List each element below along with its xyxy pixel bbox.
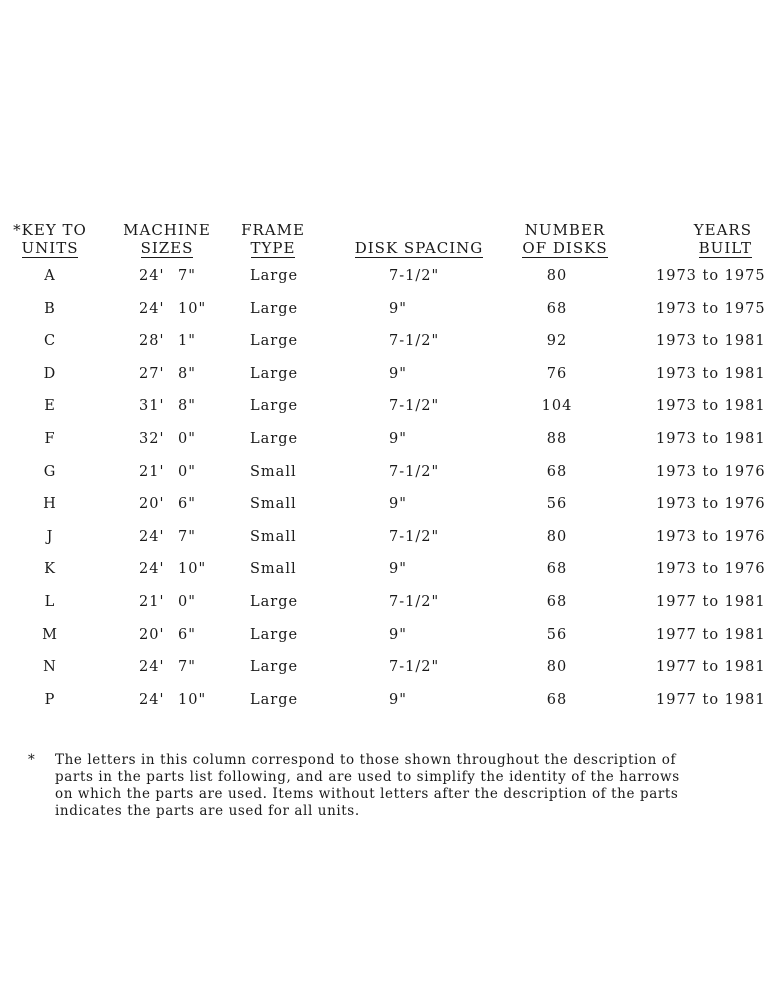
table-row	[0, 392, 772, 425]
cell-key: E	[44, 398, 56, 415]
cell-key: F	[44, 430, 56, 447]
header-frame-line2: TYPE	[250, 239, 296, 257]
cell-number-of-disks: 68	[546, 463, 568, 480]
cell-disk-spacing: 7-1/2"	[389, 398, 440, 415]
cell-disk-spacing: 9"	[389, 300, 407, 317]
cell-disk-spacing: 7-1/2"	[389, 593, 440, 610]
footnote-line: on which the parts are used. Items without letters after the description of the parts	[55, 786, 679, 802]
header-years-built	[662, 221, 752, 258]
cell-number-of-disks: 68	[546, 593, 568, 610]
header-number-of-disks	[520, 221, 610, 258]
table-row	[0, 458, 772, 491]
units-table-body	[0, 262, 772, 718]
cell-machine-size: 32' 0"	[139, 430, 196, 447]
cell-frame-type: Large	[250, 333, 299, 350]
cell-number-of-disks: 68	[546, 561, 568, 578]
cell-key: G	[43, 463, 57, 480]
cell-frame-type: Large	[250, 691, 299, 708]
cell-number-of-disks: 80	[546, 528, 568, 545]
cell-machine-size: 28' 1"	[139, 333, 196, 350]
header-num-line2: OF DISKS	[522, 239, 608, 257]
cell-years-built: 1977 to 1981	[656, 659, 766, 676]
cell-years-built: 1973 to 1976	[656, 496, 766, 513]
cell-machine-size: 24' 7"	[139, 659, 196, 676]
cell-frame-type: Small	[250, 561, 297, 578]
header-disk-line1: DISK SPACING	[354, 239, 484, 257]
cell-frame-type: Large	[250, 593, 299, 610]
footnote	[28, 752, 758, 820]
table-row	[0, 262, 772, 295]
cell-disk-spacing: 9"	[389, 561, 407, 578]
cell-disk-spacing: 7-1/2"	[389, 268, 440, 284]
cell-key: C	[43, 333, 57, 350]
cell-key: D	[43, 365, 57, 382]
header-key-line1: *KEY TO	[13, 221, 87, 239]
table-row	[0, 686, 772, 719]
cell-years-built: 1973 to 1981	[656, 365, 766, 382]
cell-key: H	[43, 496, 57, 513]
header-num-line1: NUMBER	[524, 221, 606, 239]
cell-frame-type: Large	[250, 626, 299, 643]
cell-machine-size: 24' 10"	[139, 561, 207, 578]
header-years-line2: BUILT	[698, 239, 752, 257]
cell-machine-size: 24' 10"	[139, 691, 207, 708]
cell-disk-spacing: 7-1/2"	[389, 528, 440, 545]
cell-machine-size: 24' 10"	[139, 300, 207, 317]
cell-number-of-disks: 80	[546, 268, 568, 284]
cell-disk-spacing: 9"	[389, 365, 407, 382]
cell-frame-type: Large	[250, 398, 299, 415]
footnote-line: The letters in this column correspond to those shown throughout the description of	[55, 752, 677, 768]
cell-key: J	[46, 528, 54, 545]
header-size-line1: MACHINE	[123, 221, 211, 239]
header-disk-spacing	[354, 239, 484, 258]
cell-frame-type: Large	[250, 659, 299, 676]
header-years-line1: YEARS	[693, 221, 752, 239]
cell-number-of-disks: 68	[546, 300, 568, 317]
cell-years-built: 1973 to 1976	[656, 561, 766, 578]
cell-years-built: 1973 to 1981	[656, 333, 766, 350]
cell-frame-type: Small	[250, 463, 297, 480]
table-row	[0, 327, 772, 360]
cell-disk-spacing: 7-1/2"	[389, 333, 440, 350]
header-key-line2: UNITS	[21, 239, 79, 257]
table-row	[0, 653, 772, 686]
footnote-line: parts in the parts list following, and are used to simplify the identity of the harrows	[55, 769, 680, 785]
cell-machine-size: 27' 8"	[139, 365, 196, 382]
cell-key: N	[43, 659, 57, 676]
cell-disk-spacing: 9"	[389, 626, 407, 643]
cell-disk-spacing: 7-1/2"	[389, 463, 440, 480]
cell-machine-size: 24' 7"	[139, 268, 196, 284]
table-row	[0, 555, 772, 588]
header-frame-type	[238, 221, 308, 258]
cell-years-built: 1973 to 1981	[656, 398, 766, 415]
cell-key: P	[44, 691, 56, 708]
cell-years-built: 1973 to 1975	[656, 300, 766, 317]
table-row	[0, 588, 772, 621]
cell-frame-type: Large	[250, 300, 299, 317]
table-row	[0, 295, 772, 328]
footnote-marker: *	[28, 752, 36, 768]
cell-number-of-disks: 92	[546, 333, 568, 350]
cell-years-built: 1973 to 1976	[656, 463, 766, 480]
table-row	[0, 360, 772, 393]
cell-key: B	[44, 300, 56, 317]
cell-years-built: 1977 to 1981	[656, 593, 766, 610]
cell-disk-spacing: 7-1/2"	[389, 659, 440, 676]
cell-frame-type: Small	[250, 496, 297, 513]
cell-frame-type: Large	[250, 430, 299, 447]
cell-number-of-disks: 56	[546, 626, 568, 643]
header-machine-sizes	[122, 221, 212, 258]
cell-number-of-disks: 76	[546, 365, 568, 382]
footnote-line: indicates the parts are used for all units.	[55, 803, 360, 819]
cell-years-built: 1973 to 1975	[656, 268, 766, 284]
cell-years-built: 1973 to 1976	[656, 528, 766, 545]
cell-number-of-disks: 68	[546, 691, 568, 708]
cell-disk-spacing: 9"	[389, 430, 407, 447]
cell-disk-spacing: 9"	[389, 496, 407, 513]
table-row	[0, 490, 772, 523]
cell-years-built: 1977 to 1981	[656, 626, 766, 643]
cell-frame-type: Small	[250, 528, 297, 545]
cell-machine-size: 21' 0"	[139, 593, 196, 610]
cell-machine-size: 21' 0"	[139, 463, 196, 480]
cell-machine-size: 20' 6"	[139, 496, 196, 513]
footnote-text	[55, 752, 758, 820]
cell-machine-size: 24' 7"	[139, 528, 196, 545]
table-row	[0, 523, 772, 556]
header-size-line2: SIZES	[140, 239, 194, 257]
header-frame-line1: FRAME	[241, 221, 305, 239]
cell-key: M	[42, 626, 58, 643]
cell-key: A	[44, 268, 56, 284]
cell-machine-size: 31' 8"	[139, 398, 196, 415]
header-key-to-units	[8, 221, 92, 258]
cell-frame-type: Large	[250, 268, 299, 284]
cell-number-of-disks: 104	[541, 398, 573, 415]
cell-years-built: 1977 to 1981	[656, 691, 766, 708]
table-row	[0, 621, 772, 654]
cell-number-of-disks: 88	[546, 430, 568, 447]
cell-key: K	[44, 561, 56, 578]
cell-number-of-disks: 80	[546, 659, 568, 676]
cell-years-built: 1973 to 1981	[656, 430, 766, 447]
cell-number-of-disks: 56	[546, 496, 568, 513]
table-row	[0, 425, 772, 458]
cell-disk-spacing: 9"	[389, 691, 407, 708]
cell-key: L	[44, 593, 56, 610]
cell-machine-size: 20' 6"	[139, 626, 196, 643]
cell-frame-type: Large	[250, 365, 299, 382]
